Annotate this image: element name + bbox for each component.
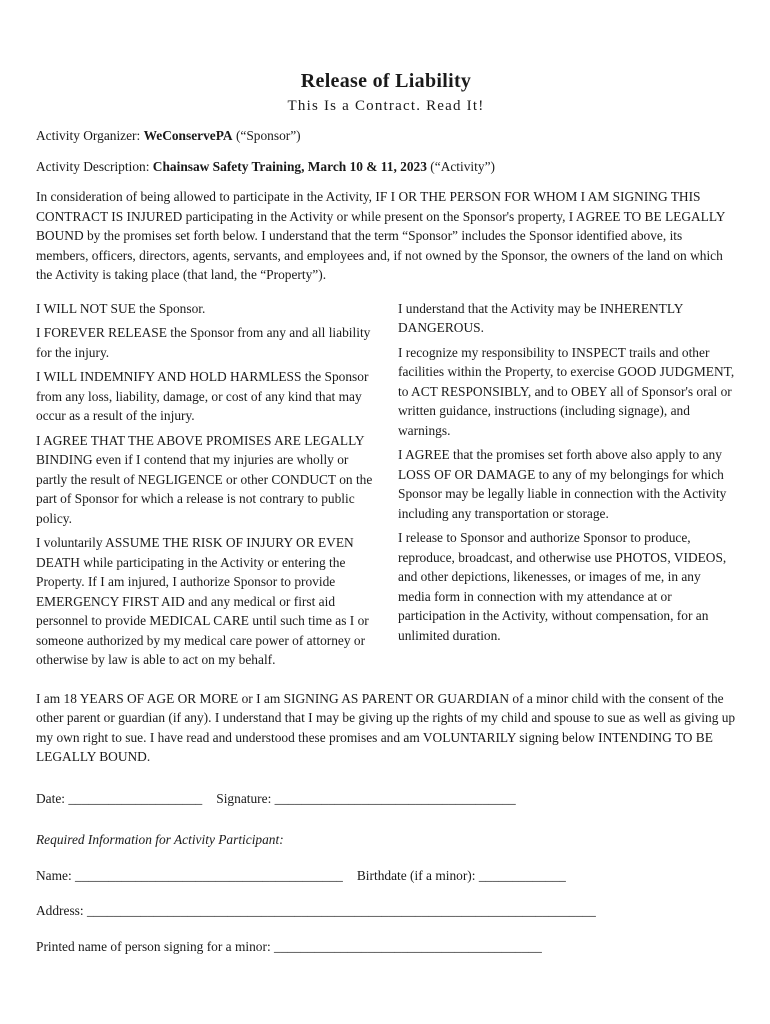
term-forever-release: I FOREVER RELEASE the Sponsor from any and all liability for the injury. [36,325,371,360]
required-info-heading: Required Information for Activity Participant: [36,832,284,847]
document-title: Release of Liability [300,70,472,92]
left-terms-column [36,299,374,675]
printed-name-field[interactable]: Printed name of person signing for a minor: ________________________________________ [36,938,542,954]
term-inherently-dangerous: I understand that the Activity may be INHERENTLY DANGEROUS. [398,300,683,335]
right-terms-column [398,299,736,675]
document-subtitle: This Is a Contract. Read It! [287,98,485,114]
description-label: Activity Description: [36,158,153,174]
signature-field[interactable]: Signature: ____________________________________ [216,790,516,806]
terms-columns [36,299,736,675]
term-loss-or-damage: I AGREE that the promises set forth above also apply to any LOSS OF OR DAMAGE to any of my belongings for which Sponsor may be legally liable in connection with the Activity including any transportation or storage. [398,447,727,521]
activity-description-line [36,157,736,177]
term-will-not-sue: I WILL NOT SUE the Sponsor. [36,300,206,316]
term-inspect: I recognize my responsibility to INSPECT trails and other facilities within the Property, to exercise GOOD JUDGMENT, to ACT RESPONSIBLY, and to OBEY all of Sponsor's oral or written guidance, instructions (including signage), and warnings. [398,344,735,438]
birthdate-field[interactable]: Birthdate (if a minor): _____________ [356,867,566,883]
name-birthdate-row [36,866,736,886]
term-indemnify: I WILL INDEMNIFY AND HOLD HARMLESS the Sponsor from any loss, liability, damage, or cost of any kind that may occur as a result of the injury. [36,369,369,423]
term-assume-risk: I voluntarily ASSUME THE RISK OF INJURY OR EVEN DEATH while participating in the Activity or entering the Property. If I am injured, I authorize Sponsor to provide EMERGENCY FIRST AID and any medical or first aid personnel to provide MEDICAL CARE until such time as I or someone authorized by my medical care power of attorney or otherwise by law is able to act on my behalf. [36,535,369,667]
name-field[interactable]: Name: ________________________________________ [36,867,343,883]
description-suffix: (“Activity”) [426,158,495,174]
address-field[interactable]: Address: ____________________________________________________________________________ [36,903,596,918]
organizer-suffix: (“Sponsor”) [232,128,301,143]
intro-paragraph: In consideration of being allowed to participate in the Activity, IF I OR THE PERSON FOR WHOM I AM SIGNING THIS CONTRACT IS INJURED participating in the Activity or while present on the Sponsor's property, I AGREE TO BE LEGALLY BOUND by the promises set forth below. I understand that the term “Sponsor” includes the Sponsor identified above, its members, officers, directors, agents, servants, and employees and, if not owned by the Sponsor, the owners of the land on which the Activity is taking place (that land, the “Property”). [36,189,725,282]
term-legally-binding: I AGREE THAT THE ABOVE PROMISES ARE LEGALLY BINDING even if I contend that my injuries are wholly or partly the result of NEGLIGENCE or other CONDUCT on the part of Sponsor for which a release is not contrary to public policy. [36,432,373,526]
date-signature-row [36,789,736,809]
term-media-release: I release to Sponsor and authorize Sponsor to produce, reproduce, broadcast, and otherwise use PHOTOS, VIDEOS, and other depictions, likenesses, or images of me, in any media form in connection with my attendance at or participation in the Activity, without compensation, for an unlimited duration. [398,530,727,643]
date-field[interactable]: Date: ____________________ [36,790,203,806]
organizer-name: WeConservePA [143,128,233,143]
description-value: Chainsaw Safety Training, March 10 & 11, 2023 [152,158,427,174]
release-of-liability-form [36,68,736,956]
activity-organizer-line [36,126,736,146]
closing-paragraph: I am 18 YEARS OF AGE OR MORE or I am SIGNING AS PARENT OR GUARDIAN of a minor child with the consent of the other parent or guardian (if any). I understand that I may be giving up the rights of my child and spouse to sue as well as giving up my own right to sue. I have read and understood these promises and am VOLUNTARILY signing below INTENDING TO BE LEGALLY BOUND. [36,690,736,764]
organizer-label: Activity Organizer: [36,128,144,143]
